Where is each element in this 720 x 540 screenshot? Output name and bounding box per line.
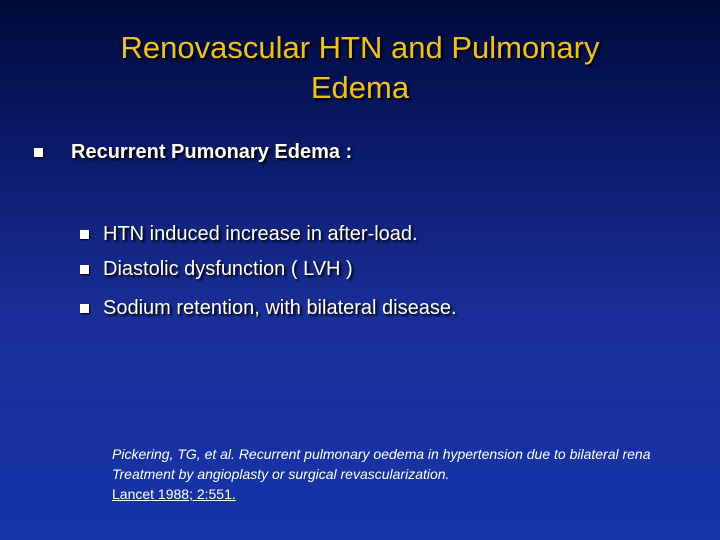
slide-title-line-2: Edema [310, 70, 410, 105]
sub-bullet-text: Sodium retention, with bilateral disease. [103, 297, 457, 319]
sub-bullet [80, 223, 418, 246]
sub-bullet-text: HTN induced increase in after-load. [103, 223, 418, 245]
square-bullet-icon [80, 304, 89, 313]
slide-title-line-1: Renovascular HTN and Pulmonary [120, 30, 600, 65]
square-bullet-icon [80, 230, 89, 239]
sub-bullet-text: Diastolic dysfunction ( LVH ) [103, 258, 353, 280]
citation-line-1: Pickering, TG, et al. Recurrent pulmonary oedema in hypertension due to bilateral rena [112, 446, 651, 462]
main-bullet [34, 141, 352, 164]
citation [112, 444, 720, 504]
sub-bullet [80, 297, 457, 320]
citation-line-2-text: Treatment by angioplasty or surgical revascularization. [112, 466, 450, 482]
citation-line-2 [112, 464, 720, 504]
slide-title [40, 28, 680, 108]
main-bullet-text: Recurrent Pumonary Edema : [71, 141, 353, 163]
square-bullet-icon [80, 265, 89, 274]
sub-bullet [80, 258, 353, 281]
citation-link[interactable]: Lancet 1988; 2:551. [112, 486, 236, 502]
square-bullet-icon [34, 148, 43, 157]
